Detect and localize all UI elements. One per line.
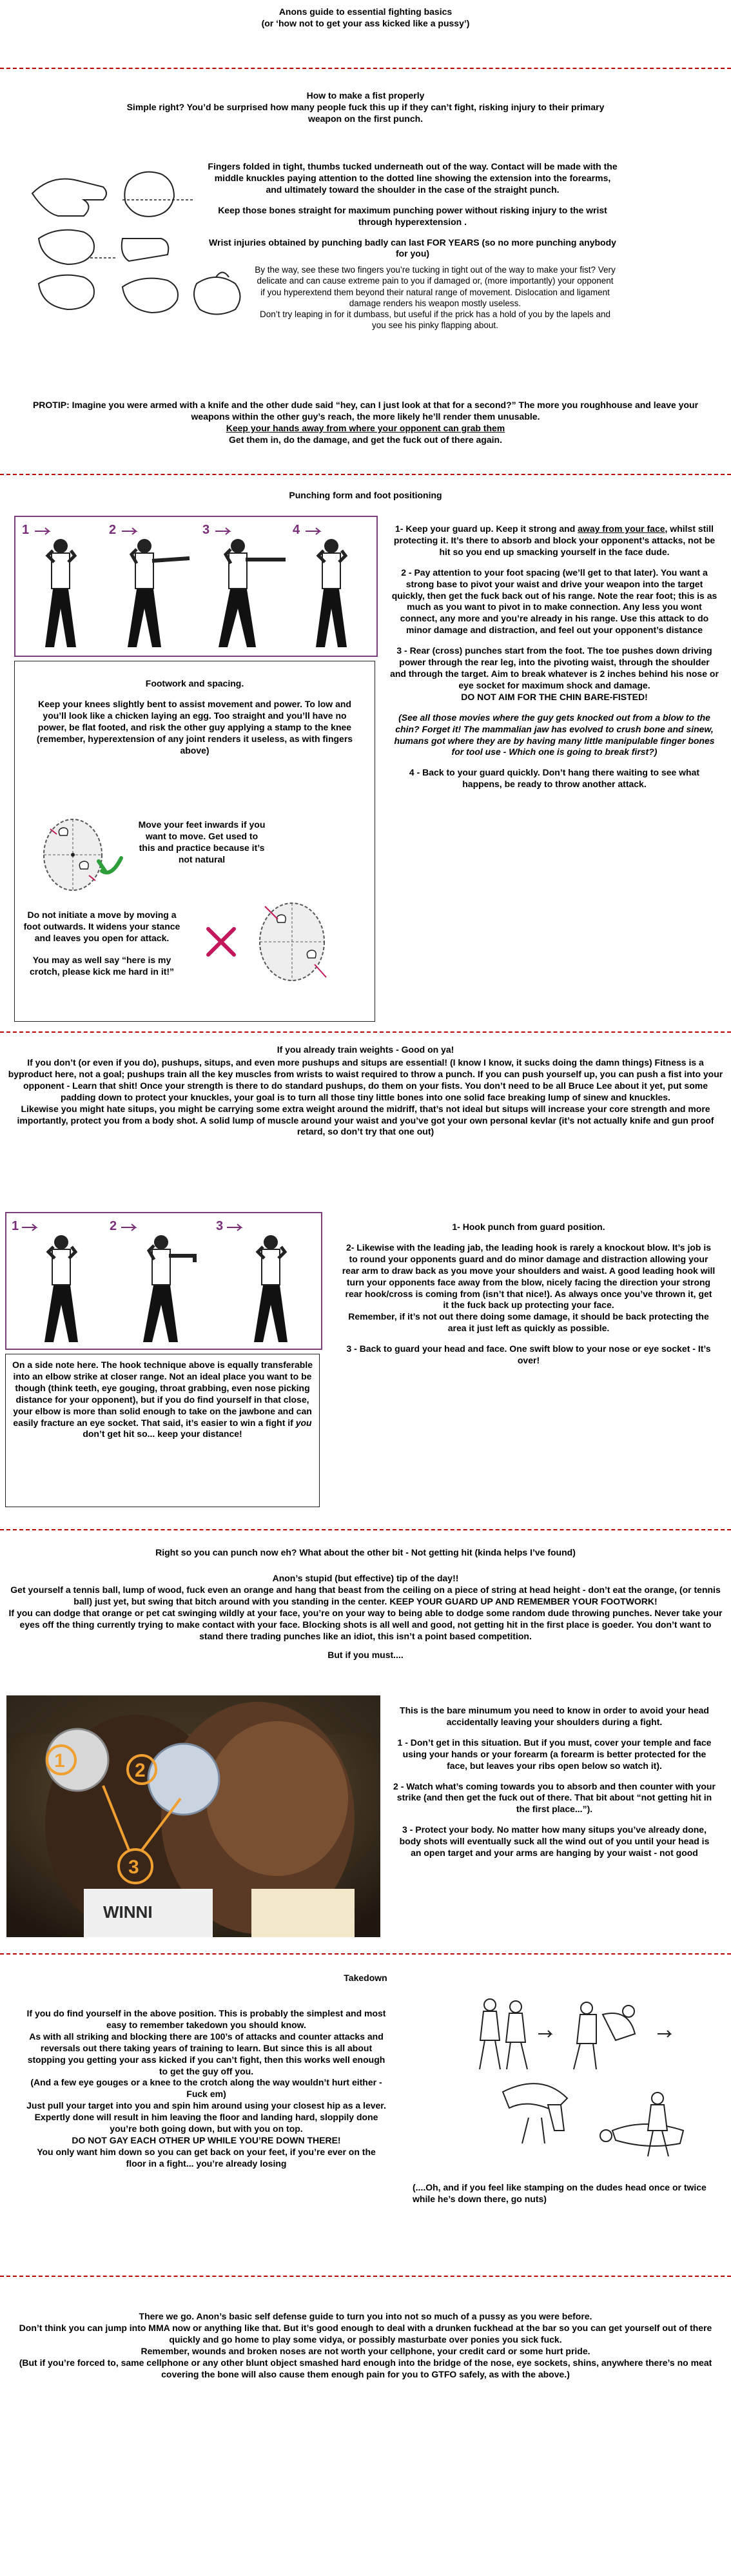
divider	[0, 1031, 731, 1033]
weights-heading: If you already train weights - Good on ya!	[277, 1044, 454, 1055]
weights-p1: If you don’t (or even if you do), pushups, situps, and even more pushups and situps are essential! (I know I know, it sucks doing the damn things) Fitness is a byproduct here, not a goal; pushups train all the key muscles from wrists to waist required to throw a punch. If you can push yourself up, you can push a fist into your opponent - Learn that shit! Once your strength is there to do standard pushups, do them on your fists. You don’t need to be all Bruce Lee about it yet, put some padding down to protect your knuckles, your goal is to turn all those tiny little bones into one solid face breaking lump of sinew and knuckles.	[8, 1057, 723, 1102]
footwork-bad: Do not initiate a move by moving a foot outwards. It widens your stance and leaves you open for attack.	[23, 910, 180, 943]
footwork-p1: Keep your knees slightly bent to assist movement and power. To low and you’ll look like a chicken laying an egg. Too straight and you’ll have no power, be flat footed, and risk the other guy applying a stamp to the knee (remember, hyperextension of any joint renders it useless, as with fingers above)	[36, 698, 353, 756]
hook-heading: 1- Hook punch from guard position.	[452, 1222, 605, 1232]
defense-text	[6, 1573, 725, 1661]
hand-fist-side-icon	[124, 172, 174, 217]
takedown-p5: Expertly done will result in him leaving the floor and landing hard, sloppily done you’re both going down, but with you on top.	[34, 2112, 378, 2134]
footwork-bad-2: You may as well say “here is my crotch, please kick me hard in it!”	[29, 955, 175, 977]
divider	[0, 2276, 731, 2277]
divider	[0, 1953, 731, 1955]
hand-fist-bottom-icon	[39, 275, 94, 309]
fist-p2: Keep those bones straight for maximum punching power without risking injury to the wrist through hyperextension .	[218, 204, 607, 227]
fighter-figure-2	[128, 539, 190, 647]
footprint-icon	[59, 828, 68, 835]
step-number: 1	[12, 1219, 19, 1233]
fist-p5: Don’t try leaping in for it dumbass, but useful if the prick has a hold of you by the lapels and you see his pinky flapping about.	[259, 309, 611, 331]
hook-p2b: Remember, if it’s not out there doing some damage, it should be back protecting the area it just left as quickly as possible.	[348, 1311, 709, 1334]
fist-text	[206, 161, 619, 269]
cross-icon	[208, 929, 234, 955]
fist-p4: By the way, see these two fingers you’re tucking in tight out of the way to make your fist? Very delicate and can cause extreme pain to you if damaged or, (more importantly) your opponent if you hyperextend them beyond their natural range of movement. Dislocation and ligament damage renders his weapon mostly useless.	[255, 265, 616, 308]
fist-p3: Wrist injuries obtained by punching badly can last FOR YEARS (so no more punching anybody for you)	[209, 237, 616, 259]
punch-point-4: 4 - Back to your guard quickly. Don’t hang there waiting to see what happens, be ready to throw another attack.	[409, 767, 700, 790]
defense-but: But if you must....	[327, 1650, 404, 1661]
fist-p1: Fingers folded in tight, thumbs tucked underneath out of the way. Contact will be made with the middle knuckles paying attention to the dotted line showing the extension into the forearms, and ultimately toward the shoulder in the case of the straight punch.	[208, 161, 618, 195]
defense-points	[393, 1705, 716, 1868]
takedown-p1: If you do find yourself in the above position. This is probably the simplest and most easy to remember takedown you should know.	[26, 2008, 386, 2030]
takedown-p7: You only want him down so you can get back on your feet, if you’re ever on the floor in a fight... you’re already losing	[37, 2146, 376, 2169]
footwork-heading: Footwork and spacing.	[145, 678, 244, 688]
photo-label: 1	[54, 1750, 65, 1771]
judo-pair-figure	[503, 2083, 567, 2143]
footwork-box	[14, 661, 375, 1022]
footwork-bad-diagram	[202, 893, 350, 990]
step-number: 3	[216, 1219, 224, 1233]
punching-heading: Punching form and foot positioning	[289, 490, 442, 500]
fighter-figure-1	[44, 1235, 78, 1342]
fighter-figure-2	[143, 1235, 195, 1342]
footer-p4: (But if you’re forced to, same cellphone or any other blunt object smashed hard enough into the bridge of the nose, eye sockets, shins, anywhere there’s no meat covering the bone will also cause them enough pain for you to GTFO safely, as with the above.)	[19, 2357, 712, 2379]
weights-p2: Likewise you might hate situps, you might be carrying some extra weight around the midriff, that’s not ideal but situps will increase your core strength and more importantly, protect you from a body shot. A solid lump of muscle around your waist and you’ve got your own personal kevlar (it’s not actually knife and gun proof retard, so don’t try that one out)	[17, 1103, 714, 1137]
judo-pair-figure	[480, 1999, 527, 2069]
punch-point-3-aside: (See all those movies where the guy gets knocked out from a blow to the chin? Forget it! The mammalian jaw has evolved to crush bone and sinew, humans got where they are by having many little manipulable finger bones for tool use - Which one is going to break first?)	[394, 712, 715, 757]
hook-side-text: On a side note here. The hook technique above is equally transferable into an elbow strike at closer range. Not an ideal place you want to be though (think teeth, eye gouging, throat grabbing, even nose picking distance for your opponent), but if you do find yourself in that close, your elbow is more than solid enough to take on the jawbone and can easily fracture an eye socket. That said, it’s easier to win a fight if	[12, 1360, 313, 1428]
defense-c1: This is the bare minumum you need to know in order to avoid your head accidentally leaving your shoulders during a fight.	[400, 1705, 709, 1727]
hook-side-end: don’t get hit so... keep your distance!	[83, 1429, 242, 1439]
defense-p1: Get yourself a tennis ball, lump of wood, fuck even an orange and hang that beast from the ceiling on a piece of string at head height - don’t eat the orange, (or tennis ball) just yet, but swing that bitch around with you standing in the center. KEEP YOUR GUARD UP AND REMEMBER YOUR FOOTWORK!	[10, 1584, 721, 1606]
defense-c2: 1 - Don’t get in this situation. But if you must, cover your temple and face using your hands or your forearm (a forearm is better protected for the face, but leaves your ribs open below so watch it).	[397, 1737, 712, 1771]
punching-text	[390, 523, 719, 799]
hook-text	[342, 1222, 716, 1376]
punch-sequence-figures	[15, 517, 376, 656]
fist-pinky-icon	[194, 277, 240, 315]
hand-open-icon	[32, 179, 106, 217]
punch-point-3-warning: DO NOT AIM FOR THE CHIN BARE-FISTED!	[461, 691, 648, 702]
boxing-glove-icon	[148, 1744, 219, 1815]
footer-p3: Remember, wounds and broken noses are not worth your cellphone, your credit card or some hurt pride.	[141, 2345, 590, 2356]
step-number: 4	[293, 523, 300, 537]
protip-end: Get them in, do the damage, and get the fuck out of there again.	[229, 434, 502, 445]
divider	[0, 68, 731, 69]
hook-sequence-figures	[6, 1213, 321, 1349]
defense-c4: 3 - Protect your body. No matter how many situps you’ve already done, body shots will eventually suck all the wind out of you until your head is an open target and your arms are hanging by your waist - not good	[399, 1824, 710, 1859]
defense-p2: If you can dodge that orange or pet cat swinging wildly at your face, you’re on your way to being able to dodge some random dude throwing punches. Never take your eyes off the thing currently trying to make contact with your face. Blocking shots is all well and good, not getting hit in the first place is goeder. You don’t want to stand there trading punches like an idiot, this isn’t a point based competition.	[8, 1607, 723, 1641]
takedown-text	[26, 2008, 387, 2170]
finger-illustration	[190, 264, 251, 326]
page-header	[0, 6, 731, 30]
takedown-illustration	[464, 1989, 703, 2176]
footprint-icon	[79, 861, 88, 869]
step-number: 2	[109, 523, 117, 537]
fist-heading: How to make a fist properly	[306, 90, 425, 101]
takedown-side: (....Oh, and if you feel like stamping on the dudes head once or twice while he’s down there, go nuts)	[413, 2182, 707, 2204]
defense-c3: 2 - Watch what’s coming towards you to absorb and then counter with your strike (and then get the fuck out of there. That bit about “not getting hit in the first place...”).	[393, 1781, 716, 1815]
hook-sequence-panel	[5, 1212, 322, 1350]
takedown-p2: As with all striking and blocking there are 100’s of attacks and counter attacks and reversals out there taking years of training to learn. But since this is all about stopping you getting your ass kicked if you can’t fight, then this works well enough to get the guy off you.	[27, 2031, 385, 2076]
fighter-figure-3	[219, 539, 286, 647]
footwork-good: Move your feet inwards if you want to move. Get used to this and practice because it’s not natural	[138, 819, 266, 864]
judo-pair-figure	[574, 2002, 635, 2069]
footer	[6, 2311, 725, 2380]
hook-p2: 2- Likewise with the leading jab, the leading hook is rarely a knockout blow. It’s job is to round your opponents guard and do minor damage and distraction allowing your rear arm to draw back as you move your shoulders and waist. A good leading hook will turn your opponents face away from the blow, nicely facing the direction your strong rear hook/cross is coming from (isn’t that nice!). As always once you’ve thrown it, get it the fuck back up protecting your face.	[342, 1242, 716, 1311]
defense-heading: Right so you can punch now eh? What about the other bit - Not getting hit (kinda helps I’ve found)	[155, 1547, 576, 1557]
footprint-icon	[307, 950, 316, 958]
weights-text	[5, 1057, 726, 1138]
fighter-figure-1	[45, 539, 76, 647]
hand-fist-angle-icon	[122, 278, 178, 313]
divider	[0, 474, 731, 475]
protip	[13, 400, 718, 446]
punch-point-1: 1- Keep your guard up. Keep it strong and away from your face, whilst still protecting it. It’s there to absorb and block your opponent’s attacks, not be hit so you end up smacking yourself in the face dude.	[393, 523, 716, 557]
divider	[0, 1529, 731, 1530]
hook-side-ital: you	[295, 1417, 312, 1428]
fist-section-heading	[0, 90, 731, 125]
punch-point-2: 2 - Pay attention to your foot spacing (we’ll get to that later). You want a strong base to pivot your waist and drive your weapon into the target quickly, then get the fuck back out of his range. Note the rear foot; this is as much as you want to pivot in to make connection. Any less you wont connect, any more and you’re already in his range. Use this attack to do minor damage and distraction, and feel out your opponent’s distance	[391, 567, 717, 636]
step-number: 2	[110, 1219, 117, 1233]
takedown-p4: Just pull your target into you and spin him around using your closest hip as a lever.	[26, 2100, 386, 2111]
protip-underline: Keep your hands away from where your opponent can grab them	[226, 422, 505, 433]
fist-intro: Simple right? You’d be surprised how many people fuck this up if they can’t fight, risking injury to their primary weapon on the first punch.	[126, 101, 605, 124]
hook-p3: 3 - Back to guard your head and face. One swift blow to your nose or eye socket - It’s over!	[346, 1343, 711, 1366]
hook-side-note	[5, 1354, 320, 1507]
hand-fist-front-icon	[39, 230, 94, 264]
takedown-p6: DO NOT GAY EACH OTHER UP WHILE YOU’RE DOWN THERE!	[72, 2134, 341, 2145]
photo-label: 3	[128, 1857, 139, 1878]
protip-text: PROTIP: Imagine you were armed with a knife and the other dude said “hey, can I just look at that for a second?” The more you roughhouse and leave your weapons within the other guy’s reach, the more likely he’ll render them unusable.	[32, 400, 699, 422]
shorts-text: WINNI	[103, 1902, 153, 1922]
boxing-photo	[6, 1695, 380, 1937]
judo-pair-figure	[600, 2093, 683, 2156]
step-number: 3	[202, 523, 210, 537]
takedown-p3: (And a few eye gouges or a knee to the crotch along the way wouldn’t hurt either - Fuck em)	[30, 2077, 382, 2100]
fighter-figure-4	[316, 539, 347, 647]
takedown-heading: Takedown	[344, 1973, 387, 1983]
photo-label: 2	[135, 1760, 146, 1781]
fist-illustrations	[26, 161, 206, 322]
page-subtitle: (or ‘how not to get your ass kicked like a pussy’)	[261, 17, 470, 28]
punch-point-3: 3 - Rear (cross) punches start from the foot. The toe pushes down driving power through the rear leg, into the pivoting waist, through the shoulder and through the target. Aim to break whatever is 2 inches behind his nose or eye socket for maximum shock and damage.	[390, 645, 719, 690]
step-number: 1	[22, 523, 30, 537]
finger-text	[255, 264, 616, 331]
footwork-good-diagram	[34, 810, 131, 900]
footer-p1: There we go. Anon’s basic self defense guide to turn you into not so much of a pussy as you were before.	[139, 2311, 592, 2321]
hand-fist-top-icon	[122, 239, 169, 261]
punch-sequence-panel	[14, 516, 378, 657]
footer-p2: Don’t think you can jump into MMA now or anything like that. But it’s good enough to deal with a drunken fuckhead at the bar so you can get yourself out of there quickly and go home to play some vidya, or possibly masturbate over ponies you sick fuck.	[19, 2322, 712, 2345]
page-title: Anons guide to essential fighting basics	[278, 6, 453, 17]
fighter-figure-3	[254, 1235, 288, 1342]
defense-tip: Anon’s stupid (but effective) tip of the day!!	[272, 1573, 459, 1583]
